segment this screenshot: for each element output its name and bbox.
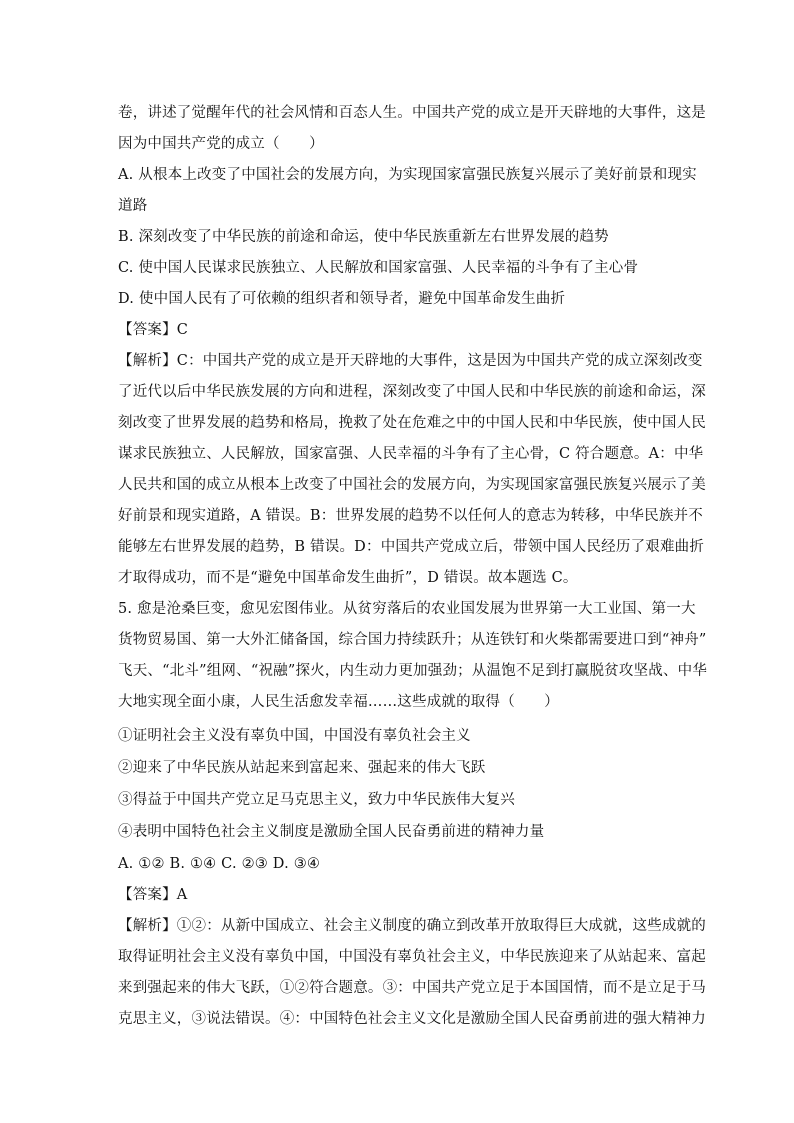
analysis-line: 了近代以后中华民族发展的方向和进程，深刻改变了中国人民和中华民族的前途和命运，深 — [118, 384, 706, 400]
statement-3: ③得益于中国共产党立足马克思主义，致力中华民族伟大复兴 — [118, 792, 515, 808]
analysis-line: 刻改变了世界发展的趋势和格局，挽救了处在危难之中的中国人民和中华民族，使中国人民 — [118, 415, 706, 431]
answer-label: 【答案】A — [118, 887, 188, 903]
analysis-line: 才取得成功，而不是“避免中国革命发生曲折”，D 错误。故本题选 C。 — [118, 570, 578, 586]
question-5: 5. 愈是沧桑巨变，愈见宏图伟业。从贫穷落后的农业国发展为世界第一大工业国、第一大 — [118, 601, 696, 617]
analysis-line: 克思主义，③说法错误。④：中国特色社会主义文化是激励全国人民奋勇前进的强大精神力 — [118, 1011, 706, 1027]
analysis-line: 取得证明社会主义没有辜负中国，中国没有辜负社会主义，中华民族迎来了从站起来、富起 — [118, 949, 706, 965]
analysis-line: 【解析】①②：从新中国成立、社会主义制度的确立到改革开放取得巨大成就，这些成就的 — [118, 918, 706, 934]
analysis-line: 能够左右世界发展的趋势，B 错误。D：中国共产党成立后，带领中国人民经历了艰难曲折 — [118, 539, 705, 555]
analysis-line: 【解析】C：中国共产党的成立是开天辟地的大事件，这是因为中国共产党的成立深刻改变 — [118, 353, 703, 369]
statement-4: ④表明中国特色社会主义制度是激励全国人民奋勇前进的精神力量 — [118, 824, 545, 840]
option-c: C. 使中国人民谋求民族独立、人民解放和国家富强、人民幸福的斗争有了主心骨 — [118, 260, 639, 276]
analysis-line: 来到强起来的伟大飞跃，①②符合题意。③：中国共产党立足于本国国情，而不是立足于马 — [118, 980, 706, 996]
analysis-line: 谋求民族独立、人民解放，国家富强、人民幸福的斗争有了主心骨，C 符合题意。A：中华 — [118, 446, 704, 462]
text-line: 大地实现全面小康，人民生活愈发幸福……这些成就的取得（ ） — [118, 694, 559, 710]
text-line: 飞天、“北斗”组网、“祝融”探火，内生动力更加强劲；从温饱不足到打赢脱贫攻坚战、中华 — [118, 663, 708, 679]
statement-2: ②迎来了中华民族从站起来到富起来、强起来的伟大飞跃 — [118, 760, 486, 776]
answer-label: 【答案】C — [118, 322, 189, 338]
analysis-line: 好前景和现实道路，A 错误。B：世界发展的趋势不以任何人的意志为转移，中华民族并不 — [118, 508, 703, 524]
text-line: 道路 — [118, 198, 148, 214]
option-a: A. 从根本上改变了中国社会的发展方向，为实现国家富强民族复兴展示了美好前景和现实 — [118, 167, 697, 183]
text-line: 卷，讲述了觉醒年代的社会风情和百态人生。中国共产党的成立是开天辟地的大事件，这是 — [118, 105, 706, 121]
statement-1: ①证明社会主义没有辜负中国，中国没有辜负社会主义 — [118, 728, 471, 744]
option-d: D. 使中国人民有了可依赖的组织者和领导者，避免中国革命发生曲折 — [118, 291, 566, 307]
text-line: 因为中国共产党的成立（ ） — [118, 136, 324, 152]
options-line: A. ①② B. ①④ C. ②③ D. ③④ — [118, 856, 321, 872]
analysis-line: 人民共和国的成立从根本上改变了中国社会的发展方向，为实现国家富强民族复兴展示了美 — [118, 477, 706, 493]
option-b: B. 深刻改变了中华民族的前途和命运，使中华民族重新左右世界发展的趋势 — [118, 229, 609, 245]
text-line: 货物贸易国、第一大外汇储备国，综合国力持续跃升；从连铁钉和火柴都需要进口到“神舟” — [118, 632, 707, 648]
